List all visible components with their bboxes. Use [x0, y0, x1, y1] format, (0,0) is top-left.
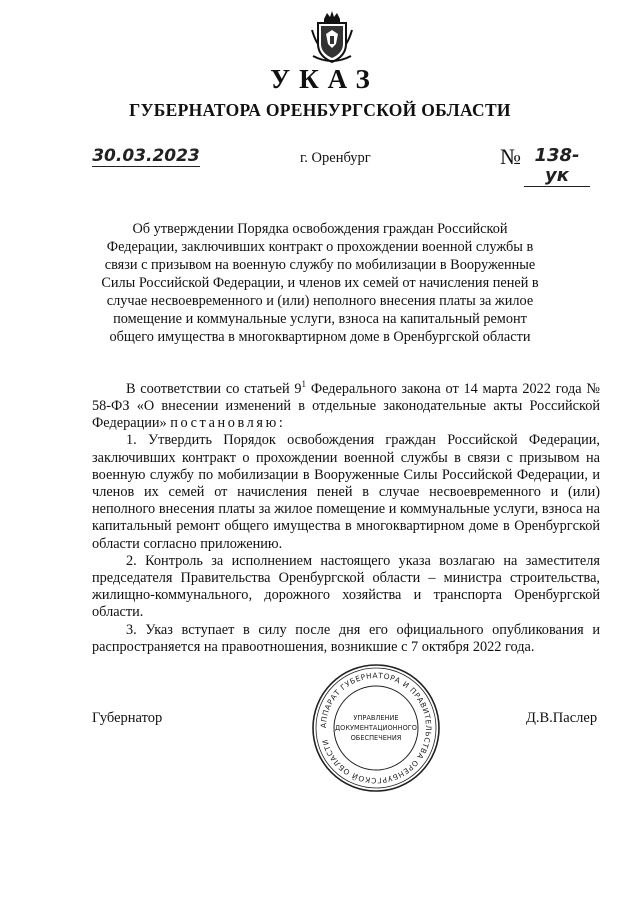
- decree-date: 30.03.2023: [92, 146, 200, 166]
- decree-number: 138-ук: [524, 146, 590, 187]
- intro-paragraph: [92, 376, 600, 432]
- number-label: №: [500, 144, 521, 169]
- signatory-title: Губернатор: [92, 710, 163, 726]
- decree-city: г. Оренбург: [300, 150, 371, 166]
- official-stamp-icon: [310, 662, 442, 794]
- item-3: 3. Указ вступает в силу после дня его официального опубликования и распространяется на правоотношения, возникшие с 7 октября 2022 года.: [92, 621, 600, 655]
- decree-subtitle: ГУБЕРНАТОРА ОРЕНБУРГСКОЙ ОБЛАСТИ: [129, 100, 511, 120]
- decree-body: [92, 376, 600, 656]
- coat-of-arms-icon: [310, 10, 354, 66]
- intro-text-a: В соответствии со статьей 9: [126, 380, 302, 397]
- stamp-ring-text: АППАРАТ ГУБЕРНАТОРА И ПРАВИТЕЛЬСТВА ОРЕНБУРГСКОЙ ОБЛАСТИ: [318, 670, 434, 786]
- stamp-line-1: УПРАВЛЕНИЕ: [353, 714, 399, 722]
- intro-superscript: 1: [301, 379, 307, 389]
- decree-heading: Об утверждении Порядка освобождения граждан Российской Федерации, заключивших контракт о прохождении военной службы в связи с призывом на военную службу по мобилизации в Вооруженные Силы Российской Федерации, и членов их семей от начисления пеней в случае несвоевременного и (или) неполного внесения платы за жилое помещение и коммунальные услуги, взноса на капитальный ремонт общего имущества в многоквартирном доме в Оренбургской области: [101, 221, 539, 345]
- item-2: 2. Контроль за исполнением настоящего указа возлагаю на заместителя председателя Правительства Оренбургской области – министра строительства, жилищно-коммунального, дорожного хозяйства и транспорта Оренбургской области.: [92, 552, 600, 621]
- item-1: 1. Утвердить Порядок освобождения граждан Российской Федерации, заключивших контракт о прохождении военной службы в связи с призывом на военную службу по мобилизации в Вооруженные Силы Российской Федерации, и членов их семей от начисления пеней в случае несвоевременного и (или) неполного внесения платы за жилое помещение и коммунальные услуги, взноса на капитальный ремонт общего имущества в многоквартирном доме в Оренбургской области согласно приложению.: [92, 432, 600, 552]
- decree-word: постановляю:: [170, 415, 286, 432]
- intro-text-b: Федерального закона от 14 марта 2022 года № 58-ФЗ «О внесении изменений в отдельные законодательные акты Российской Федерации»: [92, 380, 600, 432]
- signatory-name: Д.В.Паслер: [526, 710, 598, 726]
- stamp-line-2: ДОКУМЕНТАЦИОННОГО: [335, 724, 417, 732]
- decree-title: УКАЗ: [270, 64, 379, 94]
- stamp-line-3: ОБЕСПЕЧЕНИЯ: [350, 734, 402, 742]
